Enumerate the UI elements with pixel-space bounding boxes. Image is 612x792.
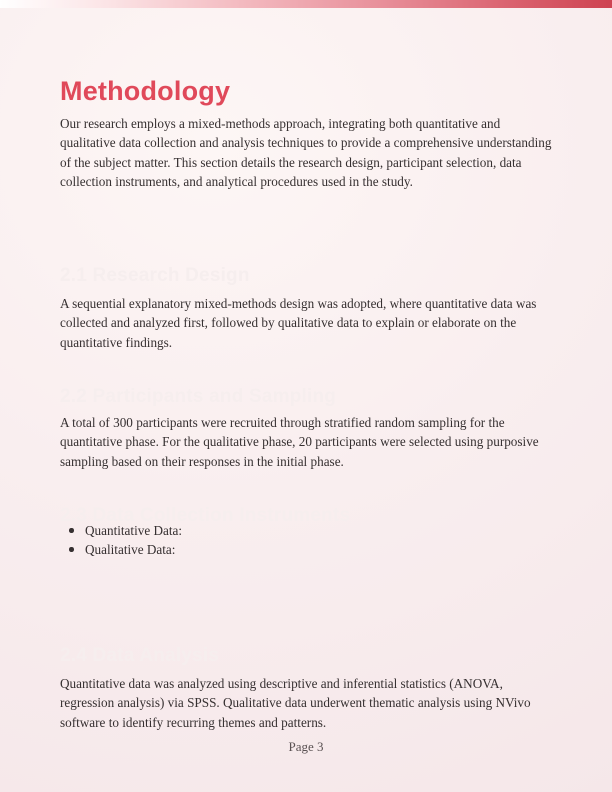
data-collection-bullet-list <box>60 521 540 560</box>
bullet-icon <box>69 547 74 552</box>
section-heading-data-collection: 2.3 Data Collection Instruments <box>60 504 351 526</box>
list-item-label: Quantitative Data: <box>85 523 183 538</box>
list-item-label: Qualitative Data: <box>85 542 176 558</box>
page-title: Methodology <box>60 76 231 107</box>
bullet-icon <box>69 528 74 533</box>
section-heading-data-analysis: 2.4 Data Analysis <box>60 644 219 666</box>
page-number: Page 3 <box>288 739 324 754</box>
section-heading-research-design: 2.1 Research Design <box>60 264 250 286</box>
research-design-paragraph: A sequential explanatory mixed-methods design was adopted, where quantitative data was collected and analyzed first, followed by qualitative data to explain or elaborate on the quantitative findings. <box>60 296 537 350</box>
section-heading-participants-sampling: 2.2 Participants and Sampling <box>60 385 337 407</box>
list-item <box>60 540 540 559</box>
data-analysis-paragraph: Quantitative data was analyzed using descriptive and inferential statistics (ANOVA, regression analysis) via SPSS. Qualitative data underwent thematic analysis using NVivo software to identify recurring themes and patterns. <box>60 676 531 730</box>
intro-paragraph: Our research employs a mixed-methods approach, integrating both quantitative and qualitative data collection and analysis techniques to provide a comprehensive understanding of the subject matter. This section details the research design, participant selection, data collection instruments, and analytical procedures used in the study. <box>60 116 552 190</box>
top-accent-bar <box>0 0 612 8</box>
participants-sampling-paragraph: A total of 300 participants were recruited through stratified random sampling for the quantitative phase. For the qualitative phase, 20 participants were selected using purposive sampling based on their responses in the initial phase. <box>60 415 539 469</box>
list-item <box>60 521 540 540</box>
